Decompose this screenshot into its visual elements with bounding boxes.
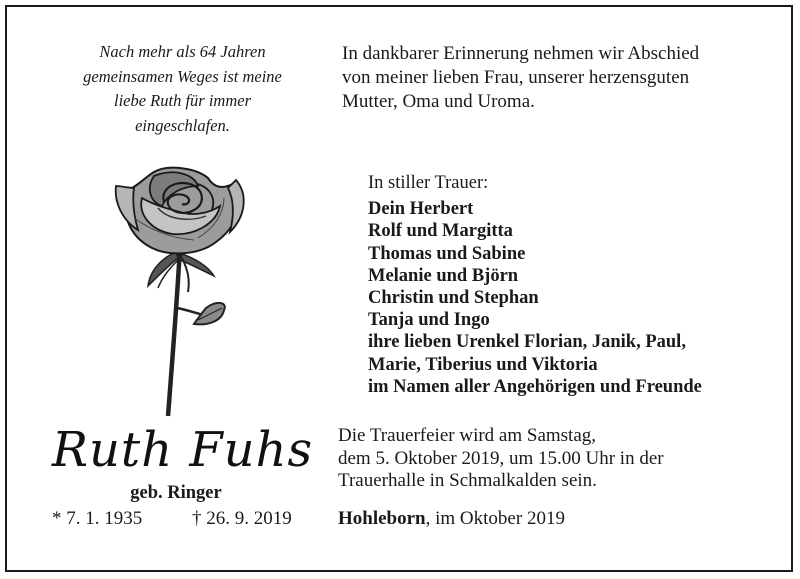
mourner-name: Marie, Tiberius und Viktoria xyxy=(368,354,598,375)
quote-line: gemeinsamen Weges ist meine xyxy=(83,66,282,86)
death-date: † 26. 9. 2019 xyxy=(192,508,292,529)
mourner-name: im Namen aller Angehörigen und Freunde xyxy=(368,376,702,397)
mourner-name: Rolf und Margitta xyxy=(368,221,513,242)
funeral-info xyxy=(338,425,778,493)
intro-quote xyxy=(40,40,325,138)
funeral-line: Die Trauerfeier wird am Samstag, xyxy=(338,425,597,446)
mourner-name: ihre lieben Urenkel Florian, Janik, Paul, xyxy=(368,332,686,353)
quote-line: liebe Ruth für immer xyxy=(113,91,252,110)
signature-place: Hohleborn xyxy=(338,508,426,529)
mourners-list xyxy=(368,172,788,398)
farewell-line: von meiner lieben Frau, unserer herzensguten xyxy=(342,67,690,88)
maiden-name: geb. Ringer xyxy=(130,483,222,503)
signature-line xyxy=(338,508,565,530)
mourner-name: Tanja und Ingo xyxy=(368,310,490,331)
birth-date: * 7. 1. 1935 xyxy=(52,508,143,529)
rose-icon xyxy=(98,158,258,420)
farewell-line: In dankbarer Erinnerung nehmen wir Abschied xyxy=(342,43,700,64)
farewell-line: Mutter, Oma und Uroma. xyxy=(342,91,535,112)
mourner-name: Dein Herbert xyxy=(368,199,474,220)
funeral-line: Trauerhalle in Schmalkalden sein. xyxy=(338,470,597,491)
mourner-name: Thomas und Sabine xyxy=(368,243,526,264)
quote-line: Nach mehr als 64 Jahren xyxy=(99,42,266,61)
mourner-name: Melanie und Björn xyxy=(368,265,519,286)
deceased-name: Ruth Fuhs xyxy=(51,422,314,478)
farewell-text xyxy=(342,42,782,114)
funeral-line: dem 5. Oktober 2019, um 15.00 Uhr in der xyxy=(338,447,664,469)
signature-date: , im Oktober 2019 xyxy=(425,508,565,529)
mourners-heading: In stiller Trauer: xyxy=(368,173,489,193)
mourner-name: Christin und Stephan xyxy=(368,288,539,309)
quote-line: eingeschlafen. xyxy=(135,115,230,135)
